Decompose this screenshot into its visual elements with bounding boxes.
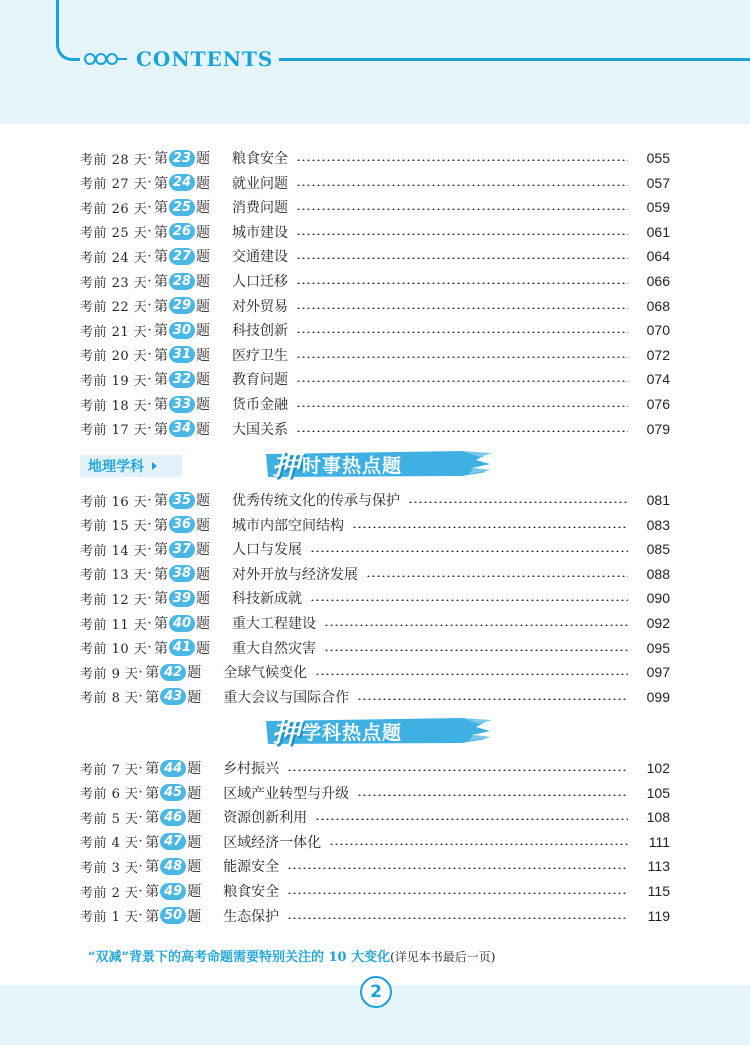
footer-note-text: “双减”背景下的高考命题需要特别关注的 10 大变化 <box>88 950 391 965</box>
dot-leader <box>296 380 628 382</box>
toc-row[interactable] <box>80 637 670 659</box>
toc-day: 考前 21 天 <box>80 324 148 340</box>
toc-day: 考前 12 天 <box>80 592 148 608</box>
toc-separator: · <box>147 175 152 191</box>
toc-topic: 就业问题 <box>231 175 288 192</box>
toc-topic: 乡村振兴 <box>223 761 280 777</box>
toc-separator: · <box>147 371 152 387</box>
toc-di: 第 <box>153 151 168 167</box>
question-number-badge: 40 <box>169 615 195 632</box>
question-number-badge: 41 <box>169 639 195 656</box>
toc-topic: 能源安全 <box>223 859 280 876</box>
toc-separator: · <box>147 396 152 412</box>
question-number-badge: 45 <box>160 784 186 801</box>
question-number-badge: 25 <box>169 199 195 216</box>
toc-separator: · <box>147 248 152 264</box>
banner-title: 学科热点题 <box>302 721 403 744</box>
question-number-badge: 37 <box>169 541 195 558</box>
toc-topic: 货币金融 <box>231 397 288 413</box>
toc-separator: · <box>147 615 152 631</box>
dot-leader <box>296 184 628 186</box>
toc-day: 考前 13 天 <box>80 568 148 584</box>
dot-leader <box>324 649 628 651</box>
toc-di: 第 <box>153 274 168 290</box>
banner-ya-glyph: 押 <box>272 449 301 482</box>
toc-day: 考前 9 天 <box>80 666 139 682</box>
toc-page-number: 113 <box>647 858 670 875</box>
toc-row[interactable] <box>80 855 670 877</box>
toc-separator: · <box>138 834 144 850</box>
toc-day: 考前 11 天 <box>80 617 148 633</box>
dot-leader <box>296 356 628 358</box>
question-number-badge: 26 <box>169 223 195 240</box>
question-number-badge: 47 <box>160 833 186 850</box>
toc-ti: 题 <box>187 689 202 706</box>
toc-di: 第 <box>153 421 168 438</box>
dot-leader <box>296 233 628 235</box>
toc-row[interactable] <box>80 295 670 317</box>
toc-row[interactable] <box>80 806 670 828</box>
toc-day: 考前 2 天 <box>80 885 139 901</box>
toc-ti: 题 <box>195 372 210 389</box>
toc-day: 考前 1 天 <box>80 910 139 926</box>
toc-separator: · <box>138 664 144 680</box>
page-title: CONTENTS <box>136 47 274 71</box>
toc-page-number: 097 <box>646 664 670 681</box>
dot-leader <box>352 526 628 528</box>
toc-row[interactable] <box>80 612 670 634</box>
toc-row[interactable] <box>80 368 670 390</box>
toc-topic: 对外贸易 <box>231 298 288 315</box>
question-number-badge: 36 <box>169 516 195 533</box>
toc-row[interactable] <box>80 147 670 169</box>
toc-row[interactable] <box>80 393 670 415</box>
footer-note-sub: (详见本书最后一页) <box>390 950 496 964</box>
toc-topic: 重大工程建设 <box>231 616 316 632</box>
toc-separator: · <box>147 566 152 582</box>
toc-topic: 区域经济一体化 <box>223 834 322 851</box>
toc-day: 考前 7 天 <box>80 762 139 778</box>
dot-leader <box>296 331 628 333</box>
toc-row[interactable] <box>80 880 670 902</box>
question-number-badge: 28 <box>169 273 195 290</box>
dot-leader <box>287 867 628 869</box>
dot-leader <box>315 673 628 675</box>
toc-topic: 粮食安全 <box>223 884 280 900</box>
toc-page-number: 059 <box>646 199 670 216</box>
toc-row[interactable] <box>80 661 670 683</box>
question-number-badge: 50 <box>160 907 186 924</box>
toc-separator: · <box>147 224 152 240</box>
dot-leader <box>296 430 628 432</box>
question-number-badge: 46 <box>160 809 186 826</box>
toc-page-number: 083 <box>646 516 670 533</box>
toc-ti: 题 <box>195 224 210 241</box>
toc-di: 第 <box>153 542 168 559</box>
toc-row[interactable] <box>80 418 670 440</box>
toc-topic: 科技创新 <box>231 323 288 340</box>
toc-di: 第 <box>153 566 168 583</box>
toc-page-number: 108 <box>646 809 670 826</box>
toc-separator: · <box>138 760 144 776</box>
toc-separator: · <box>147 199 152 215</box>
toc-di: 第 <box>145 834 160 851</box>
toc-separator: · <box>138 908 144 924</box>
toc-ti: 题 <box>195 347 210 364</box>
toc-ti: 题 <box>195 591 210 608</box>
toc-topic: 城市内部空间结构 <box>231 517 344 534</box>
toc-topic: 对外开放与经济发展 <box>231 566 358 583</box>
triangle-right-icon <box>152 462 157 470</box>
toc-row[interactable] <box>80 831 670 853</box>
question-number-badge: 34 <box>169 420 195 437</box>
toc-topic: 交通建设 <box>231 249 288 266</box>
toc-ti: 题 <box>195 323 210 340</box>
toc-day: 考前 28 天 <box>80 152 148 168</box>
toc-page-number: 102 <box>646 760 670 776</box>
toc-separator: · <box>138 785 144 801</box>
toc-di: 第 <box>145 859 160 876</box>
toc-page-number: 081 <box>646 492 670 508</box>
chain-dots-icon <box>84 53 126 65</box>
toc-ti: 题 <box>195 640 210 657</box>
toc-page-number: 111 <box>648 833 670 850</box>
toc-di: 第 <box>153 372 168 389</box>
toc-page-number: 105 <box>646 784 670 801</box>
dot-leader <box>315 818 628 820</box>
toc-di: 第 <box>153 397 168 413</box>
toc-ti: 题 <box>195 298 210 315</box>
toc-di: 第 <box>145 761 160 777</box>
toc-page-number: 072 <box>646 346 670 363</box>
dot-leader <box>357 794 628 796</box>
toc-di: 第 <box>153 249 168 266</box>
toc-di: 第 <box>153 200 168 217</box>
toc-di: 第 <box>153 640 168 657</box>
toc-topic: 人口迁移 <box>231 274 288 290</box>
toc-page-number: 076 <box>646 396 670 412</box>
dot-leader <box>408 501 628 503</box>
question-number-badge: 43 <box>160 688 186 705</box>
toc-di: 第 <box>145 908 160 925</box>
toc-day: 考前 26 天 <box>80 201 148 217</box>
dot-leader <box>324 624 628 626</box>
question-number-badge: 32 <box>169 371 195 388</box>
dot-leader <box>310 599 628 601</box>
toc-day: 考前 10 天 <box>80 642 148 658</box>
toc-ti: 题 <box>187 665 202 682</box>
toc-page-number: 115 <box>647 883 670 899</box>
toc-separator: · <box>147 150 152 166</box>
toc-ti: 题 <box>195 616 210 632</box>
toc-topic: 消费问题 <box>231 200 288 217</box>
toc-separator: · <box>147 492 152 508</box>
question-number-badge: 48 <box>160 858 186 875</box>
question-number-badge: 49 <box>160 883 186 900</box>
toc-di: 第 <box>153 493 168 509</box>
question-number-badge: 38 <box>169 565 195 582</box>
toc-row[interactable] <box>80 587 670 609</box>
subject-label: 地理学科 <box>88 459 144 475</box>
toc-day: 考前 19 天 <box>80 373 148 389</box>
toc-separator: · <box>147 298 152 314</box>
toc-separator: · <box>138 809 144 825</box>
toc-di: 第 <box>153 347 168 364</box>
question-number-badge: 39 <box>169 590 195 607</box>
toc-di: 第 <box>153 517 168 534</box>
toc-di: 第 <box>145 810 160 827</box>
toc-separator: · <box>147 347 152 363</box>
toc-ti: 题 <box>195 249 210 266</box>
toc-page-number: 095 <box>646 639 670 656</box>
toc-day: 考前 15 天 <box>80 519 148 535</box>
toc-topic: 教育问题 <box>231 372 288 389</box>
toc-topic: 生态保护 <box>223 908 280 925</box>
question-number-badge: 44 <box>160 760 186 777</box>
toc-page-number: 099 <box>646 688 670 705</box>
toc-topic: 科技新成就 <box>231 591 302 608</box>
toc-separator: · <box>147 421 152 437</box>
subject-tag <box>80 455 182 477</box>
toc-row[interactable] <box>80 196 670 218</box>
toc-row[interactable] <box>80 905 670 927</box>
toc-separator: · <box>138 883 144 899</box>
toc-row[interactable] <box>80 245 670 267</box>
toc-di: 第 <box>145 665 160 682</box>
toc-day: 考前 18 天 <box>80 398 148 414</box>
toc-row[interactable] <box>80 686 670 708</box>
toc-topic: 重大会议与国际合作 <box>223 689 350 706</box>
toc-di: 第 <box>153 224 168 241</box>
toc-ti: 题 <box>187 785 202 802</box>
toc-separator: · <box>147 541 152 557</box>
toc-page-number: 088 <box>646 565 670 582</box>
toc-row[interactable] <box>80 221 670 243</box>
dot-leader <box>296 282 628 284</box>
toc-ti: 题 <box>195 200 210 217</box>
question-number-badge: 31 <box>169 346 195 363</box>
banner-title: 时事热点题 <box>302 454 403 477</box>
toc-ti: 题 <box>195 274 210 290</box>
toc-di: 第 <box>153 591 168 608</box>
toc-row[interactable] <box>80 172 670 194</box>
toc-page-number: 068 <box>646 297 670 314</box>
toc-ti: 题 <box>187 761 202 777</box>
toc-ti: 题 <box>195 493 210 509</box>
toc-row[interactable] <box>80 514 670 536</box>
toc-day: 考前 5 天 <box>80 811 139 827</box>
toc-topic: 人口与发展 <box>231 542 302 559</box>
dot-leader <box>296 208 628 210</box>
toc-row[interactable] <box>80 489 670 511</box>
question-number-badge: 23 <box>169 150 195 167</box>
question-number-badge: 24 <box>169 174 195 191</box>
toc-page-number: 119 <box>647 907 670 924</box>
toc-page-number: 070 <box>646 322 670 339</box>
toc-day: 考前 25 天 <box>80 226 148 242</box>
toc-separator: · <box>147 517 152 533</box>
toc-ti: 题 <box>187 908 202 925</box>
toc-topic: 区域产业转型与升级 <box>223 785 350 802</box>
toc-topic: 医疗卫生 <box>231 347 288 364</box>
toc-ti: 题 <box>187 834 202 851</box>
toc-ti: 题 <box>195 517 210 534</box>
toc-ti: 题 <box>195 397 210 413</box>
question-number-badge: 30 <box>169 322 195 339</box>
toc-di: 第 <box>145 785 160 802</box>
question-number-badge: 35 <box>169 492 195 509</box>
toc-separator: · <box>147 590 152 606</box>
question-number-badge: 27 <box>169 248 195 265</box>
toc-row[interactable] <box>80 757 670 779</box>
toc-di: 第 <box>153 175 168 192</box>
toc-page-number: 092 <box>646 615 670 631</box>
dot-leader <box>329 843 628 845</box>
toc-row[interactable] <box>80 270 670 292</box>
dot-leader <box>287 892 628 894</box>
toc-topic: 资源创新利用 <box>223 810 308 827</box>
toc-ti: 题 <box>187 810 202 827</box>
toc-ti: 题 <box>195 421 210 438</box>
banner-subject-hotspots <box>262 713 402 749</box>
dot-leader <box>310 550 628 552</box>
dot-leader <box>366 575 628 577</box>
footer-note <box>88 946 688 965</box>
toc-topic: 优秀传统文化的传承与保护 <box>231 493 400 509</box>
question-number-badge: 29 <box>169 297 195 314</box>
toc-row[interactable] <box>80 782 670 804</box>
toc-di: 第 <box>153 616 168 632</box>
toc-day: 考前 17 天 <box>80 423 148 439</box>
toc-topic: 大国关系 <box>231 421 288 438</box>
toc-day: 考前 14 天 <box>80 543 148 559</box>
toc-topic: 全球气候变化 <box>223 665 308 682</box>
dot-leader <box>296 257 628 259</box>
question-number-badge: 33 <box>169 396 195 413</box>
toc-page-number: 064 <box>646 248 670 265</box>
page-number: 2 <box>360 976 392 1008</box>
toc-day: 考前 23 天 <box>80 275 148 291</box>
toc-page-number: 085 <box>646 541 670 558</box>
toc-day: 考前 27 天 <box>80 177 148 193</box>
toc-day: 考前 22 天 <box>80 300 148 316</box>
toc-ti: 题 <box>195 175 210 192</box>
toc-day: 考前 16 天 <box>80 494 148 510</box>
toc-ti: 题 <box>195 151 210 167</box>
dot-leader <box>296 405 628 407</box>
banner-current-affairs <box>262 446 402 482</box>
toc-row[interactable] <box>80 319 670 341</box>
toc-row[interactable] <box>80 563 670 585</box>
toc-page-number: 055 <box>646 150 670 166</box>
toc-di: 第 <box>153 323 168 340</box>
toc-page-number: 074 <box>646 371 670 388</box>
toc-di: 第 <box>145 689 160 706</box>
toc-day: 考前 8 天 <box>80 691 139 707</box>
dot-leader <box>357 698 628 700</box>
dot-leader <box>296 307 628 309</box>
toc-di: 第 <box>153 298 168 315</box>
toc-day: 考前 6 天 <box>80 787 139 803</box>
toc-page-number: 057 <box>646 174 670 191</box>
toc-topic: 重大自然灾害 <box>231 640 316 657</box>
dot-leader <box>287 917 628 919</box>
toc-separator: · <box>147 322 152 338</box>
header-band <box>0 0 750 124</box>
toc-separator: · <box>138 689 144 705</box>
toc-row[interactable] <box>80 538 670 560</box>
toc-ti: 题 <box>195 542 210 559</box>
dot-leader <box>287 769 628 771</box>
toc-topic: 粮食安全 <box>231 151 288 167</box>
toc-di: 第 <box>145 884 160 900</box>
toc-ti: 题 <box>187 884 202 900</box>
toc-separator: · <box>147 640 152 656</box>
toc-day: 考前 24 天 <box>80 250 148 266</box>
toc-page-number: 061 <box>646 223 670 240</box>
toc-ti: 题 <box>195 566 210 583</box>
banner-ya-glyph: 押 <box>272 716 301 749</box>
question-number-badge: 42 <box>160 664 186 681</box>
toc-day: 考前 4 天 <box>80 836 139 852</box>
toc-page-number: 090 <box>646 590 670 607</box>
toc-page-number: 079 <box>646 420 670 437</box>
toc-ti: 题 <box>187 859 202 876</box>
toc-page-number: 066 <box>646 273 670 289</box>
header-title-group <box>80 44 279 74</box>
toc-row[interactable] <box>80 344 670 366</box>
toc-day: 考前 3 天 <box>80 860 139 876</box>
dot-leader <box>296 159 628 161</box>
toc-separator: · <box>147 273 152 289</box>
toc-separator: · <box>138 858 144 874</box>
toc-day: 考前 20 天 <box>80 349 148 365</box>
toc-topic: 城市建设 <box>231 224 288 241</box>
